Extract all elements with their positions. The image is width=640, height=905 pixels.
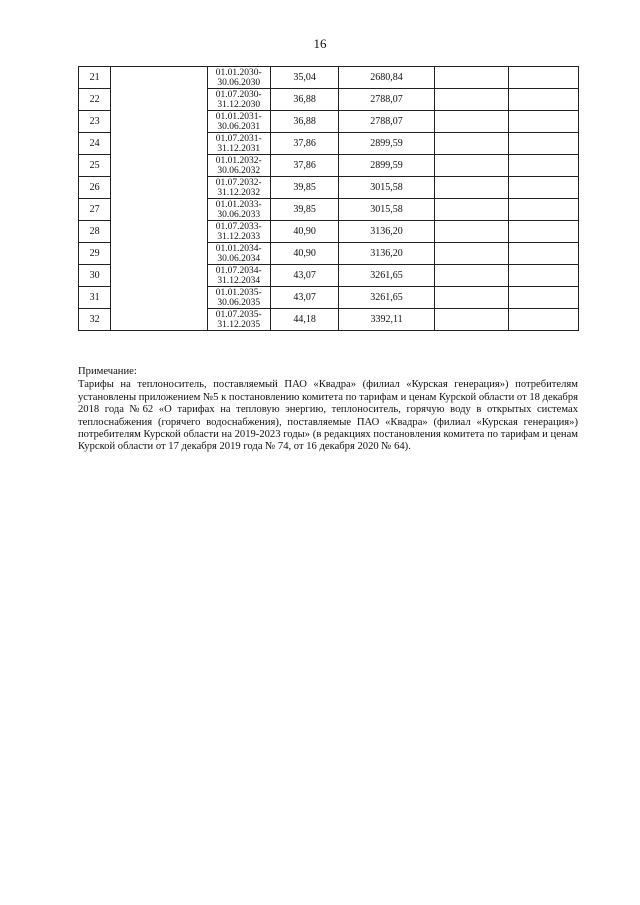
row-number: 27	[79, 199, 111, 221]
period-start: 01.01.2032-	[215, 155, 262, 166]
period-end: 30.06.2030	[217, 77, 261, 88]
empty-cell	[434, 89, 509, 111]
tariff-value-2: 2788,07	[339, 111, 434, 133]
period-end: 31.12.2032	[217, 187, 261, 198]
period-start: 01.01.2035-	[215, 287, 262, 298]
tariff-value-2: 2788,07	[339, 89, 434, 111]
period-cell	[207, 265, 270, 287]
period-start: 01.07.2034-	[215, 265, 262, 276]
row-number: 32	[79, 309, 111, 331]
period-cell	[207, 221, 270, 243]
period-cell	[207, 177, 270, 199]
empty-cell	[509, 111, 579, 133]
empty-cell	[509, 155, 579, 177]
empty-cell	[509, 67, 579, 89]
row-number: 21	[79, 67, 111, 89]
period-start: 01.07.2035-	[215, 309, 262, 320]
tariff-value-1: 43,07	[270, 287, 338, 309]
tariff-value-1: 39,85	[270, 177, 338, 199]
period-start: 01.07.2032-	[215, 177, 262, 188]
empty-cell	[509, 287, 579, 309]
period-end: 30.06.2034	[217, 253, 261, 264]
period-cell	[207, 111, 270, 133]
tariff-value-2: 3392,11	[339, 309, 434, 331]
empty-cell	[509, 243, 579, 265]
tariff-value-2: 2899,59	[339, 155, 434, 177]
empty-cell	[434, 309, 509, 331]
empty-cell	[509, 177, 579, 199]
row-number: 30	[79, 265, 111, 287]
period-cell	[207, 199, 270, 221]
tariff-value-1: 36,88	[270, 89, 338, 111]
period-start: 01.01.2031-	[215, 111, 262, 122]
tariff-value-2: 3015,58	[339, 177, 434, 199]
tariff-value-1: 37,86	[270, 133, 338, 155]
merged-empty-cell	[111, 67, 207, 331]
tariff-value-1: 36,88	[270, 111, 338, 133]
period-end: 31.12.2034	[217, 275, 261, 286]
empty-cell	[434, 221, 509, 243]
tariff-value-2: 2899,59	[339, 133, 434, 155]
note-section	[78, 366, 578, 454]
row-number: 22	[79, 89, 111, 111]
empty-cell	[434, 265, 509, 287]
period-start: 01.01.2033-	[215, 199, 262, 210]
period-cell	[207, 155, 270, 177]
period-end: 30.06.2032	[217, 165, 261, 176]
empty-cell	[434, 177, 509, 199]
note-text: Тарифы на теплоноситель, поставляемый ПАО «Квадра» (филиал «Курская генерация») потребителям установлены приложением №5 к постановлению комитета по тарифам и ценам Курской области от 18 декабря 2018 года №62 «О тарифах на тепловую энергию, теплоноситель, горячую воду в открытых системах теплоснабжения (горячего водоснабжения), поставляемые ПАО «Квадра» (филиал «Курская генерация») потребителям Курской области на 2019-2023 годы» (в редакциях постановления комитета по тарифам и ценам Курской области от 17 декабря 2019 года № 74, от 16 декабря 2020 № 64).	[78, 379, 578, 453]
tariff-value-1: 39,85	[270, 199, 338, 221]
empty-cell	[434, 199, 509, 221]
tariff-value-2: 3136,20	[339, 243, 434, 265]
tariff-value-1: 40,90	[270, 221, 338, 243]
period-end: 30.06.2035	[217, 297, 261, 308]
tariff-table-body	[79, 67, 579, 331]
row-number: 26	[79, 177, 111, 199]
period-end: 31.12.2033	[217, 231, 261, 242]
page-number: 16	[313, 36, 327, 51]
period-cell	[207, 243, 270, 265]
row-number: 29	[79, 243, 111, 265]
empty-cell	[434, 67, 509, 89]
tariff-value-1: 40,90	[270, 243, 338, 265]
period-cell	[207, 133, 270, 155]
row-number: 24	[79, 133, 111, 155]
empty-cell	[509, 133, 579, 155]
table-row	[79, 67, 579, 89]
tariff-value-2: 3015,58	[339, 199, 434, 221]
row-number: 31	[79, 287, 111, 309]
empty-cell	[509, 265, 579, 287]
period-cell	[207, 67, 270, 89]
period-start: 01.07.2031-	[215, 133, 262, 144]
period-cell	[207, 309, 270, 331]
tariff-value-2: 3136,20	[339, 221, 434, 243]
empty-cell	[434, 155, 509, 177]
tariff-value-2: 3261,65	[339, 287, 434, 309]
period-cell	[207, 287, 270, 309]
empty-cell	[434, 133, 509, 155]
row-number: 23	[79, 111, 111, 133]
empty-cell	[509, 199, 579, 221]
period-end: 30.06.2031	[217, 121, 261, 132]
period-end: 31.12.2030	[217, 99, 261, 110]
tariff-value-2: 2680,84	[339, 67, 434, 89]
period-end: 30.06.2033	[217, 209, 261, 220]
empty-cell	[434, 287, 509, 309]
period-start: 01.07.2033-	[215, 221, 262, 232]
period-end: 31.12.2035	[217, 319, 261, 330]
empty-cell	[509, 89, 579, 111]
row-number: 25	[79, 155, 111, 177]
empty-cell	[509, 309, 579, 331]
period-start: 01.01.2034-	[215, 243, 262, 254]
note-title: Примечание:	[78, 366, 137, 377]
empty-cell	[434, 243, 509, 265]
tariff-table	[78, 66, 579, 331]
tariff-value-2: 3261,65	[339, 265, 434, 287]
period-start: 01.01.2030-	[215, 67, 262, 78]
tariff-value-1: 43,07	[270, 265, 338, 287]
period-end: 31.12.2031	[217, 143, 261, 154]
row-number: 28	[79, 221, 111, 243]
tariff-value-1: 35,04	[270, 67, 338, 89]
empty-cell	[434, 111, 509, 133]
period-cell	[207, 89, 270, 111]
period-start: 01.07.2030-	[215, 89, 262, 100]
empty-cell	[509, 221, 579, 243]
tariff-value-1: 44,18	[270, 309, 338, 331]
tariff-value-1: 37,86	[270, 155, 338, 177]
